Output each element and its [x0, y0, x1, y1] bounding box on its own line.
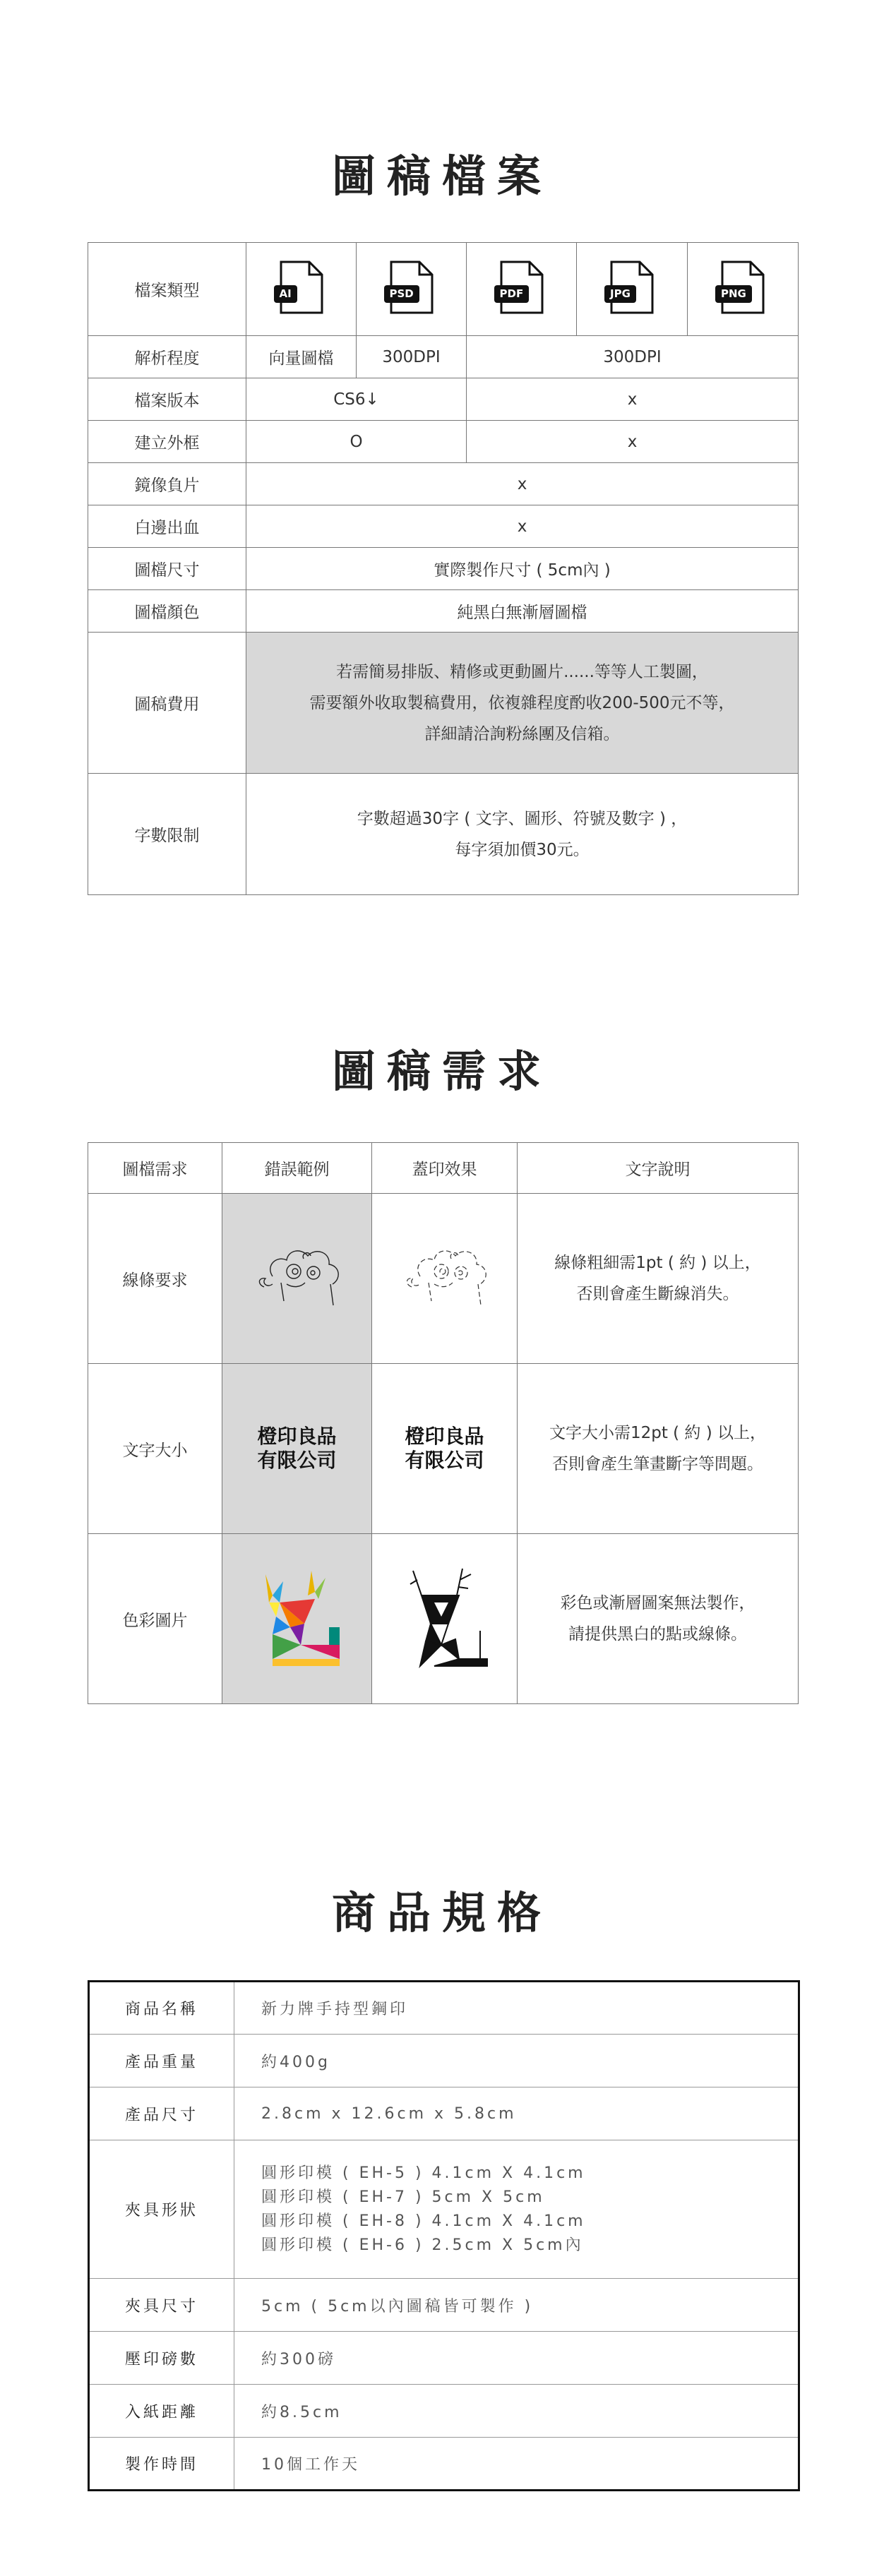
broken-line-cloud-illustration [392, 1238, 498, 1315]
version-row: 檔案版本 CS6↓ x [88, 378, 799, 421]
spec-value: 5cm ( 5cm以內圖稿皆可製作 ) [234, 2279, 799, 2332]
spec-row [89, 2438, 799, 2491]
spec-label: 入紙距離 [89, 2385, 234, 2438]
spec-value: 約400g [234, 2035, 799, 2087]
stamp-effect-cell [372, 1194, 518, 1364]
requirements-table [88, 1142, 799, 1704]
row-label: 圖檔尺寸 [88, 548, 246, 590]
spec-label: 產品尺寸 [89, 2087, 234, 2140]
jpg-file-icon: JPG [610, 260, 654, 314]
color-row: 圖檔顏色 純黑白無漸層圖檔 [88, 590, 799, 633]
black-deer-illustration [392, 1560, 498, 1673]
spec-row [89, 2140, 799, 2279]
wrong-example-cell [222, 1364, 372, 1534]
file-type-row [88, 243, 799, 336]
product-spec-table [88, 1980, 800, 2491]
file-type-cell [577, 243, 688, 336]
word-limit-row [88, 774, 799, 895]
spec-label: 壓印磅數 [89, 2332, 234, 2385]
explanation-cell: 線條粗細需1pt ( 約 ) 以上， 否則會產生斷線消失。 [518, 1194, 799, 1364]
row-label: 色彩圖片 [88, 1534, 222, 1704]
spec-label: 產品重量 [89, 2035, 234, 2087]
section-title-artwork-requirements: 圖稿需求 [331, 1046, 552, 1097]
color-deer-illustration [244, 1560, 350, 1673]
text-size-row [88, 1364, 799, 1534]
row-label: 檔案類型 [88, 243, 246, 336]
spec-label: 製作時間 [89, 2438, 234, 2491]
explanation-cell: 文字大小需12pt ( 約 ) 以上， 否則會產生筆畫斷字等問題。 [518, 1364, 799, 1534]
row-label: 建立外框 [88, 421, 246, 463]
header-cell: 蓋印效果 [372, 1143, 518, 1194]
word-limit-description: 字數超過30字 ( 文字、圖形、符號及數字 ) ， 每字須加價30元。 [246, 774, 799, 895]
spec-label: 商品名稱 [89, 1982, 234, 2035]
requirements-header-row [88, 1143, 799, 1194]
spec-row [89, 1982, 799, 2035]
spec-value: 約300磅 [234, 2332, 799, 2385]
file-format-table [88, 242, 799, 895]
wrong-example-cell [222, 1534, 372, 1704]
row-label: 文字大小 [88, 1364, 222, 1534]
stamp-text-sample: 橙印良品 有限公司 [257, 1425, 337, 1472]
outline-row: 建立外框 O x [88, 421, 799, 463]
spec-row [89, 2385, 799, 2438]
header-cell: 錯誤範例 [222, 1143, 372, 1194]
file-type-cell [246, 243, 357, 336]
stamp-effect-cell [372, 1534, 518, 1704]
row-label: 圖檔顏色 [88, 590, 246, 633]
row-label: 圖稿費用 [88, 633, 246, 774]
file-type-cell [688, 243, 799, 336]
spec-row [89, 2087, 799, 2140]
spec-value: 2.8cm x 12.6cm x 5.8cm [234, 2087, 799, 2140]
row-label: 解析程度 [88, 336, 246, 378]
row-label: 白邊出血 [88, 505, 246, 548]
section-title-product-specs: 商品規格 [331, 1887, 552, 1939]
line-requirement-row [88, 1194, 799, 1364]
file-type-cell [357, 243, 467, 336]
fee-description: 若需簡易排版、精修或更動圖片......等等人工製圖， 需要額外收取製稿費用，依複雜程度酌收200-500元不等， 詳細請洽詢粉絲團及信箱。 [246, 633, 799, 774]
row-label: 鏡像負片 [88, 463, 246, 505]
pdf-file-icon: PDF [500, 260, 544, 314]
color-image-row [88, 1534, 799, 1704]
stamp-text-sample: 橙印良品 有限公司 [405, 1425, 484, 1472]
spec-value: 10個工作天 [234, 2438, 799, 2491]
bleed-row: 白邊出血 x [88, 505, 799, 548]
spec-value: 圓形印模 ( EH-5 ) 4.1cm X 4.1cm 圓形印模 ( EH-7 ) 5cm X 5cm 圓形印模 ( EH-8 ) 4.1cm X 4.1cm 圓形印模 ( EH-6 ) 2.5cm X 5cm內 [234, 2140, 799, 2279]
psd-file-icon: PSD [390, 260, 434, 314]
spec-value: 新力牌手持型鋼印 [234, 1982, 799, 2035]
fee-row [88, 633, 799, 774]
stamp-effect-cell [372, 1364, 518, 1534]
png-file-icon: PNG [721, 260, 765, 314]
size-row: 圖檔尺寸 實際製作尺寸 ( 5cm內 ) [88, 548, 799, 590]
wrong-example-cell [222, 1194, 372, 1364]
row-label: 字數限制 [88, 774, 246, 895]
ai-file-icon: AI [280, 260, 323, 314]
spec-value: 約8.5cm [234, 2385, 799, 2438]
spec-label: 夾具形狀 [89, 2140, 234, 2279]
resolution-row: 解析程度 向量圖檔 300DPI 300DPI [88, 336, 799, 378]
file-type-cell [467, 243, 577, 336]
section-title-file-formats: 圖稿檔案 [331, 150, 552, 202]
spec-row [89, 2279, 799, 2332]
explanation-cell: 彩色或漸層圖案無法製作， 請提供黑白的點或線條。 [518, 1534, 799, 1704]
header-cell: 文字說明 [518, 1143, 799, 1194]
mirror-row: 鏡像負片 x [88, 463, 799, 505]
header-cell: 圖檔需求 [88, 1143, 222, 1194]
row-label: 線條要求 [88, 1194, 222, 1364]
row-label: 檔案版本 [88, 378, 246, 421]
spec-row [89, 2332, 799, 2385]
spec-row [89, 2035, 799, 2087]
spec-label: 夾具尺寸 [89, 2279, 234, 2332]
thin-line-cloud-illustration [244, 1238, 350, 1315]
